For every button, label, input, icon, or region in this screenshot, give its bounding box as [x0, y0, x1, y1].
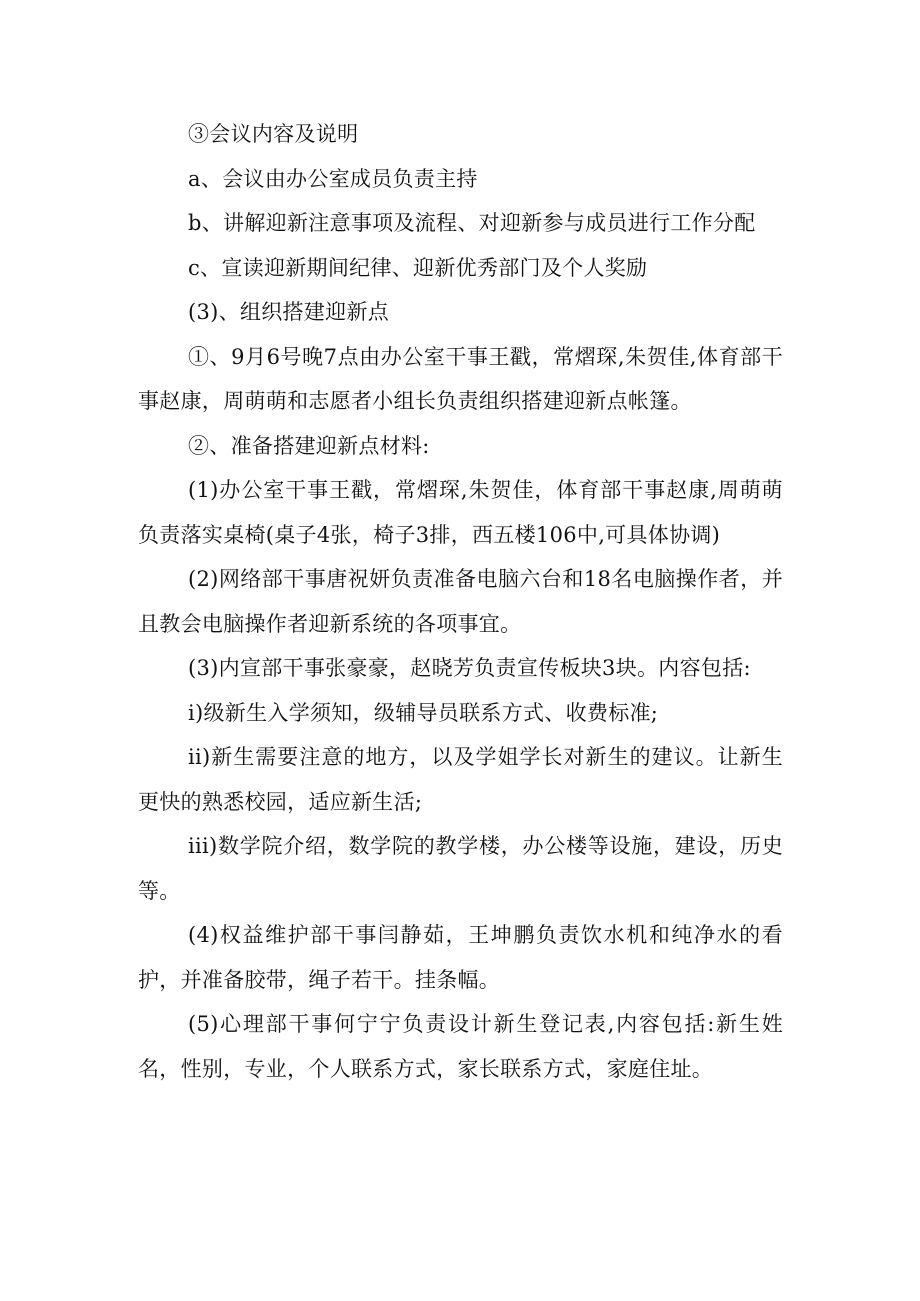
paragraph: (3)内宣部干事张豪豪，赵晓芳负责宣传板块3块。内容包括:: [188, 656, 751, 680]
list-item: i)级新生入学须知，级辅导员联系方式、收费标准;: [188, 700, 659, 725]
section-heading: (3)、组织搭建迎新点: [188, 300, 390, 324]
list-item: iii)数学院介绍，数学院的教学楼，办公楼等设施，建设，历史等。: [138, 834, 783, 903]
document-body: [138, 112, 783, 1091]
list-item: ii)新生需要注意的地方，以及学姐学长对新生的建议。让新生更快的熟悉校园，适应新生活;: [138, 745, 783, 814]
paragraph: (4)权益维护部干事闫静茹，王坤鹏负责饮水机和纯净水的看护，并准备胶带，绳子若干。挂条幅。: [138, 923, 783, 992]
paragraph: b、讲解迎新注意事项及流程、对迎新参与成员进行工作分配: [188, 211, 756, 235]
paragraph: c、宣读迎新期间纪律、迎新优秀部门及个人奖励: [188, 255, 648, 280]
paragraph: (5)心理部干事何宁宁负责设计新生登记表,内容包括:新生姓名，性别，专业，个人联系方式，家长联系方式，家庭住址。: [138, 1012, 783, 1081]
paragraph: ②、准备搭建迎新点材料:: [188, 433, 430, 458]
paragraph: ①、9月6号晚7点由办公室干事王戳，常熠琛,朱贺佳,体育部干事赵康，周萌萌和志愿者小组长负责组织搭建迎新点帐篷。: [138, 344, 783, 413]
section-heading: ③会议内容及说明: [188, 122, 359, 146]
paragraph: a、会议由办公室成员负责主持: [188, 166, 478, 191]
paragraph: (1)办公室干事王戳，常熠琛,朱贺佳，体育部干事赵康,周萌萌负责落实桌椅(桌子4张，椅子3排，西五楼106中,可具体协调): [138, 478, 783, 547]
paragraph: (2)网络部干事唐祝妍负责准备电脑六台和18名电脑操作者，并且教会电脑操作者迎新系统的各项事宜。: [138, 567, 783, 636]
